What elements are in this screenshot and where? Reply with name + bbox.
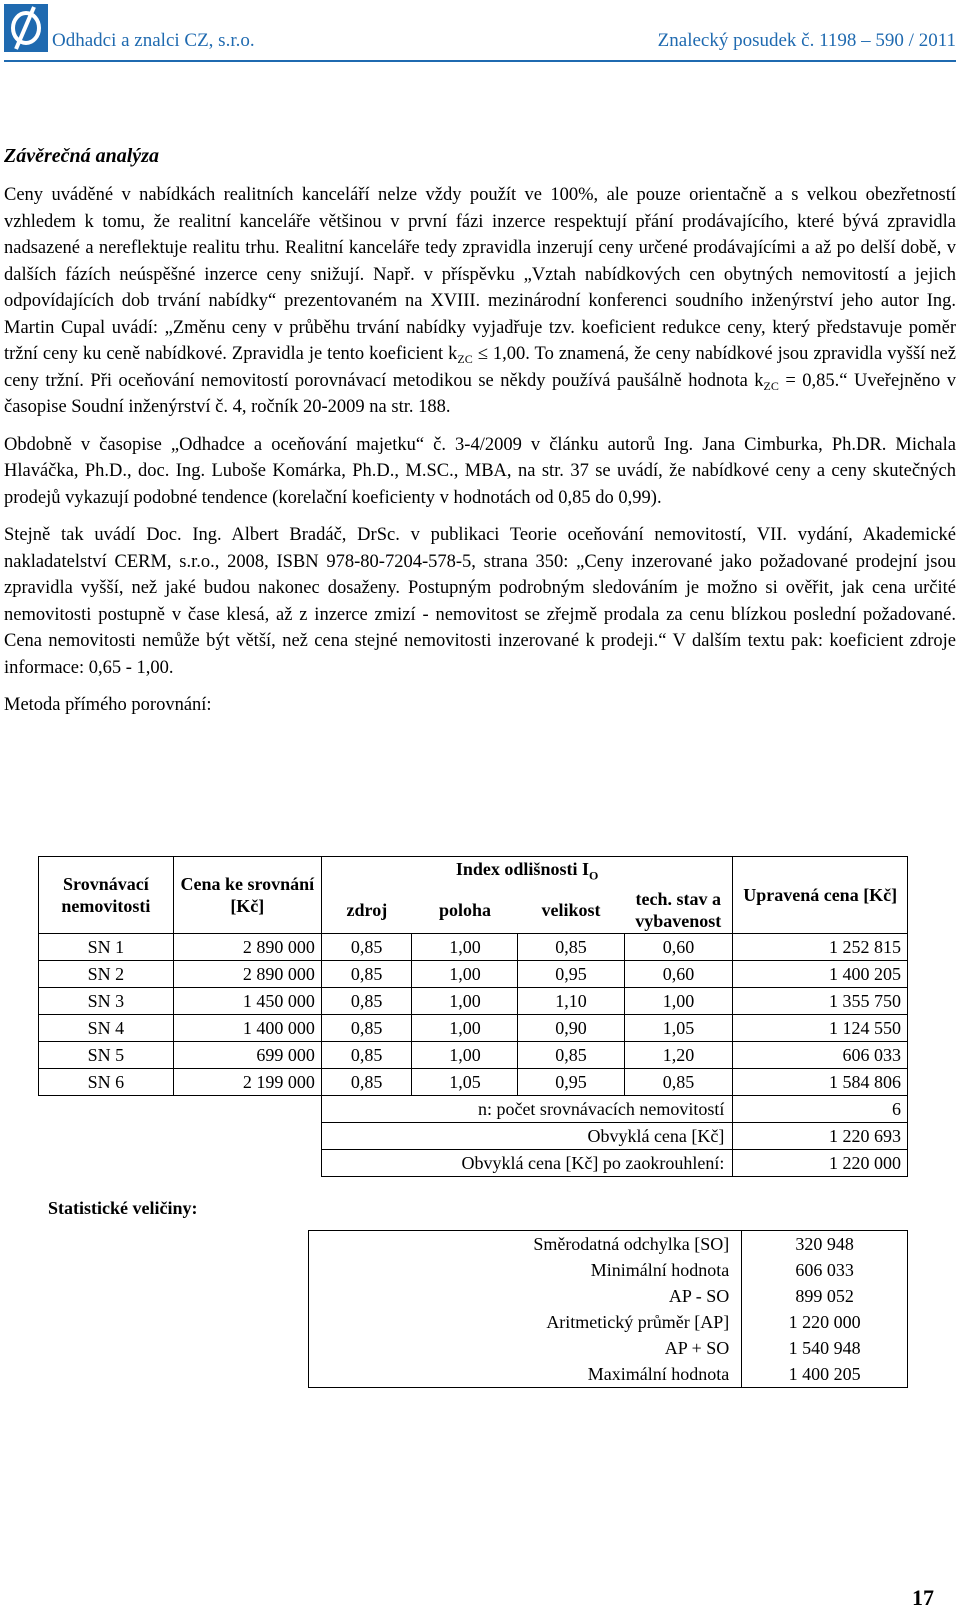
cell-price: 699 000 [173, 1042, 321, 1069]
cell-condition: 1,00 [624, 988, 733, 1015]
cell-price: 2 199 000 [173, 1069, 321, 1096]
cell-source: 0,85 [321, 1069, 412, 1096]
report-number: Znalecký posudek č. 1198 – 590 / 2011 [657, 30, 956, 51]
cell-price: 1 450 000 [173, 988, 321, 1015]
company-logo-icon [4, 4, 48, 52]
summary-rounded-label: Obvyklá cena [Kč] po zaokrouhlení: [321, 1150, 733, 1177]
cell-adjusted-price: 1 124 550 [733, 1015, 908, 1042]
table-row [39, 1042, 908, 1069]
cell-location: 1,00 [412, 988, 518, 1015]
summary-usual-label: Obvyklá cena [Kč] [321, 1123, 733, 1150]
stats-label-cell: Směrodatná odchylka [SO] [309, 1231, 742, 1258]
col-header-condition: tech. stav a vybavenost [624, 887, 733, 934]
table-row [39, 1015, 908, 1042]
cell-condition: 0,60 [624, 934, 733, 961]
stats-row [309, 1335, 908, 1361]
table-row [39, 1069, 908, 1096]
cell-location: 1,00 [412, 1015, 518, 1042]
table-row [39, 988, 908, 1015]
stats-value-cell: 1 220 000 [788, 1311, 861, 1332]
summary-count-label: n: počet srovnávacích nemovitostí [321, 1096, 733, 1123]
cell-price: 1 400 000 [173, 1015, 321, 1042]
cell-size: 0,95 [518, 1069, 624, 1096]
col-header-property: Srovnávací nemovitosti [39, 857, 174, 934]
row-label: SN 5 [39, 1042, 174, 1069]
paragraph-1-text-b: ≤ 1,00. To znamená, že ceny nabídkové jsou zpravidla vyšší než ceny tržní. Při oceňování nemovitostí porovnávací metodikou se někdy používá paušálně hodnota k [4, 344, 956, 391]
cell-location: 1,05 [412, 1069, 518, 1096]
subscript-zc: ZC [763, 378, 779, 393]
page-number: 17 [912, 1585, 934, 1610]
stats-value-cell: 1 540 948 [788, 1337, 861, 1358]
col-header-price: Cena ke srovnání [Kč] [173, 857, 321, 934]
report-content [4, 145, 956, 716]
cell-condition: 0,85 [624, 1069, 733, 1096]
page-header [0, 0, 960, 62]
cell-source: 0,85 [321, 1015, 412, 1042]
comparison-table [38, 856, 908, 1177]
col-header-source: zdroj [321, 887, 412, 934]
cell-size: 1,10 [518, 988, 624, 1015]
statistics-table [308, 1230, 908, 1388]
table-header-row [39, 857, 908, 888]
cell-condition: 1,05 [624, 1015, 733, 1042]
stats-label-cell: Maximální hodnota [309, 1361, 742, 1388]
stats-row [309, 1309, 908, 1335]
cell-price: 2 890 000 [173, 961, 321, 988]
index-group-label: Index odlišnosti I [455, 858, 589, 879]
cell-size: 0,95 [518, 961, 624, 988]
cell-location: 1,00 [412, 934, 518, 961]
paragraph-1-text-a: Ceny uváděné v nabídkách realitních kanceláří nelze vždy použít ve 100%, ale pouze orientačně a s velkou obezřetností vzhledem k tomu, že realitní kanceláře většinou v první fázi inzerce respektují přání prodávajícího, které bývá zpravidla nadsazené a nereflektuje realitu trhu. Realitní kanceláře tedy zpravidla inzerují ceny určené prodávajícími a až po delší době, v dalších fázích neúspěšné inzerce ceny snižují. Např. v příspěvku „Vztah nabídkových cen obytných nemovitostí a jejich odpovídajících dob trvání nabídky“ prezentovaném na XVIII. mezinárodní konferenci soudního inženýrství jeho autor Ing. Martin Cupal uvádí: „Změnu ceny v průběhu trvání nabídky vyjadřuje tzv. koeficient redukce ceny, který představuje poměr tržní ceny ku ceně nabídkové. Zpravidla je tento koeficient k [4, 185, 956, 364]
col-header-location: poloha [412, 887, 518, 934]
col-header-adjusted-price: Upravená cena [Kč] [733, 857, 908, 934]
table-row [39, 961, 908, 988]
section-title: Závěrečná analýza [4, 145, 159, 167]
cell-source: 0,85 [321, 988, 412, 1015]
cell-adjusted-price: 1 400 205 [733, 961, 908, 988]
cell-condition: 1,20 [624, 1042, 733, 1069]
row-label: SN 3 [39, 988, 174, 1015]
stats-value-cell: 606 033 [795, 1259, 854, 1280]
subscript-zc: ZC [457, 352, 473, 366]
summary-count-value: 6 [733, 1096, 908, 1123]
summary-rounded-value: 1 220 000 [733, 1150, 908, 1177]
cell-adjusted-price: 1 252 815 [733, 934, 908, 961]
summary-row-count [39, 1096, 908, 1123]
cell-location: 1,00 [412, 961, 518, 988]
stats-label-cell: AP + SO [309, 1335, 742, 1361]
paragraph-1 [4, 182, 956, 421]
cell-condition: 0,60 [624, 961, 733, 988]
summary-usual-value: 1 220 693 [733, 1123, 908, 1150]
stats-value-cell: 320 948 [795, 1233, 854, 1254]
stats-value-cell: 1 400 205 [788, 1363, 861, 1384]
paragraph-2: Obdobně v časopise „Odhadce a oceňování majetku“ č. 3-4/2009 v článku autorů Ing. Jana Cimburka, Ph.DR. Michala Hlaváčka, Ph.D., doc. Ing. Luboše Komárka, Ph.D., M.SC., MBA, na str. 37 se uvádí, že nabídkové ceny a ceny skutečných prodejů vykazují podobné tendence (korelační koeficienty v hodnotách od 0,85 do 0,99). [4, 434, 956, 508]
stats-value-cell: 899 052 [795, 1285, 854, 1306]
summary-row-rounded-price [39, 1150, 908, 1177]
row-label: SN 6 [39, 1069, 174, 1096]
stats-row [309, 1361, 908, 1388]
stats-label-cell: Aritmetický průměr [AP] [309, 1309, 742, 1335]
cell-size: 0,90 [518, 1015, 624, 1042]
stats-row [309, 1257, 908, 1283]
stats-row [309, 1231, 908, 1258]
row-label: SN 4 [39, 1015, 174, 1042]
stats-label-cell: AP - SO [309, 1283, 742, 1309]
paragraph-3: Stejně tak uvádí Doc. Ing. Albert Bradáč, DrSc. v publikaci Teorie oceňování nemovitostí, VII. vydání, Akademické nakladatelství CERM, s.r.o., 2008, ISBN 978-80-7204-578-5, strana 350: „Ceny inzerované jako požadované prodejní jsou zpravidla vyšší, než jaké budou nakonec dosaženy. Postupným podrobným sledováním je možno si ověřit, jak cena určité nemovitosti postupně v čase klesá, až z inzerce zmizí - nemovitost se zřejmě prodala za cenu blízkou poslední požadované. Cena nemovitosti nemůže být větší, než cena stejné nemovitosti inzerované k prodeji.“ V dalším textu pak: koeficient zdroje informace: 0,65 - 1,00. [4, 525, 956, 678]
cell-source: 0,85 [321, 1042, 412, 1069]
cell-size: 0,85 [518, 1042, 624, 1069]
paragraph-1-text-c: = 0,85.“ Uveřejněno v časopise Soudní inženýrství č. 4, ročník 20-2009 na str. 188. [4, 370, 956, 417]
cell-location: 1,00 [412, 1042, 518, 1069]
col-header-index-group [321, 857, 733, 888]
cell-source: 0,85 [321, 961, 412, 988]
stats-label: Statistické veličiny: [48, 1198, 198, 1218]
stats-label-cell: Minimální hodnota [309, 1257, 742, 1283]
cell-price: 2 890 000 [173, 934, 321, 961]
row-label: SN 1 [39, 934, 174, 961]
stats-row [309, 1283, 908, 1309]
company-name: Odhadci a znalci CZ, s.r.o. [52, 30, 255, 51]
cell-adjusted-price: 606 033 [733, 1042, 908, 1069]
cell-size: 0,85 [518, 934, 624, 961]
summary-row-usual-price [39, 1123, 908, 1150]
cell-adjusted-price: 1 355 750 [733, 988, 908, 1015]
row-label: SN 2 [39, 961, 174, 988]
cell-source: 0,85 [321, 934, 412, 961]
col-header-size: velikost [518, 887, 624, 934]
table-row [39, 934, 908, 961]
method-label: Metoda přímého porovnání: [4, 695, 212, 715]
header-divider [4, 60, 956, 62]
index-subscript: O [588, 868, 599, 883]
cell-adjusted-price: 1 584 806 [733, 1069, 908, 1096]
